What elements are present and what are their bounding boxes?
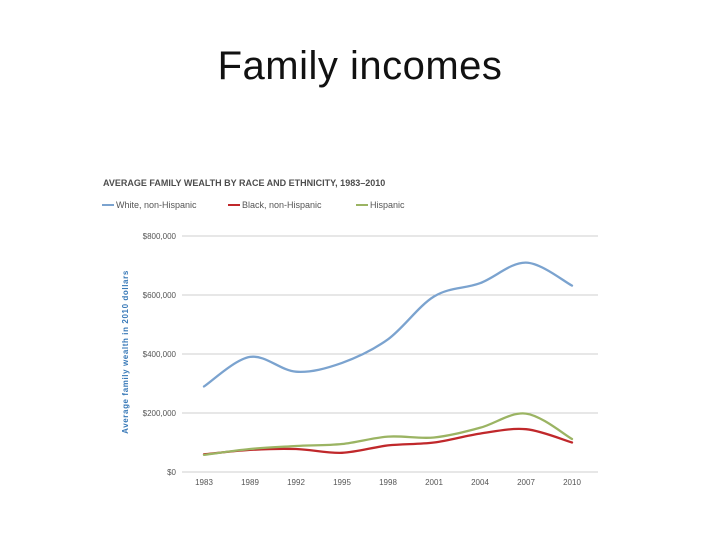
series-line-2 bbox=[204, 413, 572, 454]
y-tick-label: $600,000 bbox=[142, 291, 176, 300]
y-axis-label: Average family wealth in 2010 dollars bbox=[121, 270, 130, 434]
x-tick-label: 1998 bbox=[379, 478, 397, 487]
series-line-0 bbox=[204, 263, 572, 387]
x-tick-label: 2004 bbox=[471, 478, 489, 487]
legend-label: Hispanic bbox=[370, 200, 405, 210]
y-tick-label: $0 bbox=[167, 468, 176, 477]
chart-title: AVERAGE FAMILY WEALTH BY RACE AND ETHNICITY, 1983–2010 bbox=[103, 178, 386, 188]
y-tick-label: $400,000 bbox=[142, 350, 176, 359]
x-tick-label: 1995 bbox=[333, 478, 351, 487]
x-tick-label: 1983 bbox=[195, 478, 213, 487]
x-tick-label: 1992 bbox=[287, 478, 305, 487]
x-tick-label: 2010 bbox=[563, 478, 581, 487]
legend-label: White, non-Hispanic bbox=[116, 200, 197, 210]
legend-label: Black, non-Hispanic bbox=[242, 200, 322, 210]
slide-title: Family incomes bbox=[217, 44, 503, 88]
x-tick-label: 2001 bbox=[425, 478, 443, 487]
y-tick-label: $800,000 bbox=[142, 232, 176, 241]
series-lines bbox=[204, 263, 572, 455]
x-tick-label: 1989 bbox=[241, 478, 259, 487]
x-tick-label: 2007 bbox=[517, 478, 535, 487]
x-tick-labels bbox=[195, 478, 581, 487]
legend bbox=[102, 200, 405, 210]
series-line-1 bbox=[204, 429, 572, 454]
y-tick-labels bbox=[143, 232, 177, 477]
y-tick-label: $200,000 bbox=[142, 409, 176, 418]
